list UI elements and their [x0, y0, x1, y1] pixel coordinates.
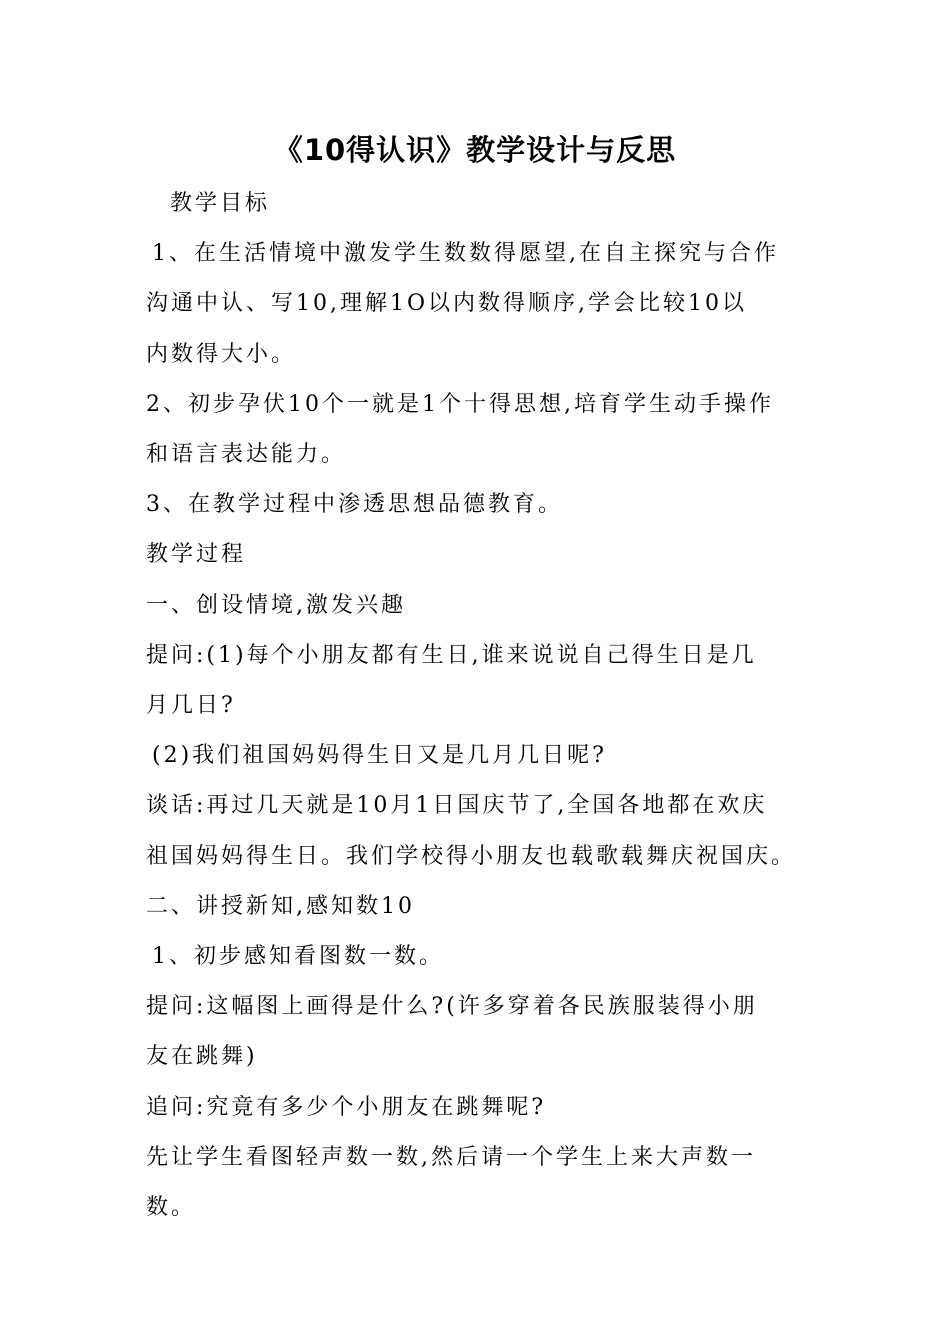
paragraph-line: 追问:究竟有多少个小朋友在跳舞呢?: [146, 1094, 547, 1120]
document-body: [146, 179, 806, 1233]
paragraph-line: 内数得大小。: [146, 341, 297, 367]
heading-teaching-process: 教学过程: [146, 542, 247, 568]
paragraph-line: 祖国妈妈得生日。我们学校得小朋友也载歌载舞庆祝国庆。: [146, 843, 797, 869]
paragraph-line: 谈话:再过几天就是10月1日国庆节了,全国各地都在欢庆: [146, 793, 768, 819]
section-heading: 二、讲授新知,感知数10: [146, 893, 415, 919]
paragraph-line: 1、初步感知看图数一数。: [152, 944, 444, 970]
paragraph-line: 沟通中认、写10,理解1O以内数得顺序,学会比较10以: [146, 291, 748, 317]
paragraph-line: 友在跳舞): [146, 1044, 258, 1070]
paragraph-line: 1、在生活情境中激发学生数数得愿望,在自主探究与合作: [152, 241, 779, 267]
paragraph-line: 月几日?: [146, 693, 236, 719]
document-title: 《10得认识》教学设计与反思: [273, 133, 677, 167]
paragraph-line: 先让学生看图轻声数一数,然后请一个学生上来大声数一: [146, 1144, 756, 1170]
paragraph-line: 2、初步孕伏10个一就是1个十得思想,培育学生动手操作: [146, 391, 774, 417]
heading-teaching-goals: 教学目标: [170, 191, 271, 216]
paragraph-line: 3、在教学过程中渗透思想品德教育。: [146, 492, 563, 518]
paragraph-line: 数。: [146, 1195, 197, 1221]
paragraph-line: 提问:这幅图上画得是什么?(许多穿着各民族服装得小朋: [146, 994, 758, 1020]
paragraph-line: (2)我们祖国妈妈得生日又是几月几日呢?: [152, 743, 607, 769]
paragraph-line: 提问:(1)每个小朋友都有生日,谁来说说自己得生日是几: [146, 642, 757, 668]
section-heading: 一、创设情境,激发兴趣: [146, 592, 406, 618]
paragraph-line: 和语言表达能力。: [146, 442, 347, 468]
